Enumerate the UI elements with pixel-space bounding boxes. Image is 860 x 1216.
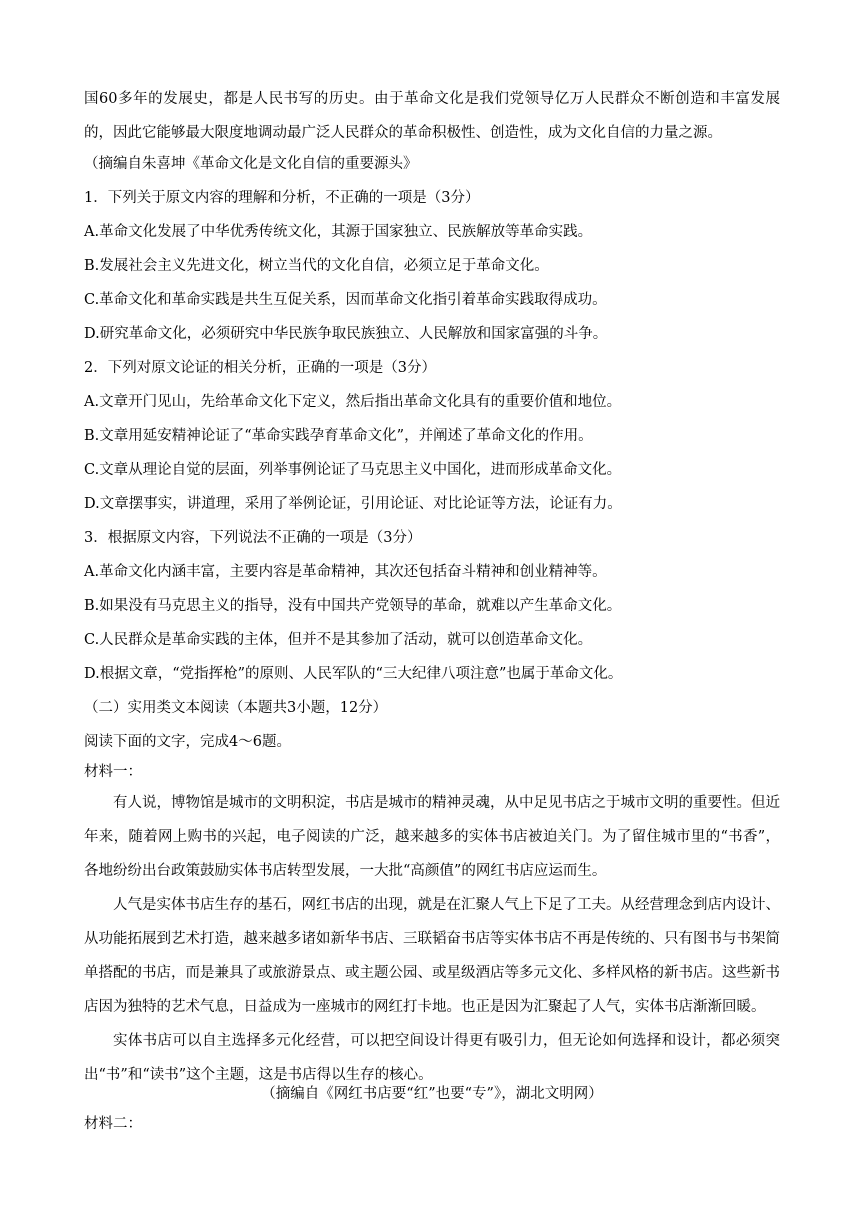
material-1-paragraph-1: 有人说，博物馆是城市的文明积淀，书店是城市的精神灵魂，从中足见书店之于城市文明的重要性。但近年来，随着网上购书的兴起，电子阅读的广泛，越来越多的实体书店被迫关门。为了留住城市里的“书香”，各地纷纷出台政策鼓励实体书店转型发展，一大批“高颜值”的网红书店应运而生。: [84, 795, 780, 879]
question-1-option-d: D.研究革命文化，必须研究中华民族争取民族独立、人民解放和国家富强的斗争。: [84, 326, 608, 342]
question-3-option-d: D.根据文章，“党指挥枪”的原则、人民军队的“三大纪律八项注意”也属于革命文化。: [84, 666, 623, 682]
question-1-stem: 1．下列关于原文内容的理解和分析，不正确的一项是（3分）: [84, 190, 480, 206]
material-1-paragraph-2: 人气是实体书店生存的基石，网红书店的出现，就是在汇聚人气上下足了工夫。从经营理念到店内设计、从功能拓展到艺术打造，越来越多诸如新华书店、三联韬奋书店等实体书店不再是传统的、只有图书与书架简单搭配的书店，而是兼具了或旅游景点、或主题公园、或星级酒店等多元文化、多样风格的新书店。这些新书店因为独特的艺术气息，日益成为一座城市的网红打卡地。也正是因为汇聚起了人气，实体书店渐渐回暖。: [84, 897, 780, 1015]
question-2-option-d: D.文章摆事实，讲道理，采用了举例论证，引用论证、对比论证等方法，论证有力。: [84, 496, 622, 512]
question-1-option-c: C.革命文化和革命实践是共生互促关系，因而革命文化指引着革命实践取得成功。: [84, 292, 607, 308]
reading-instruction: 阅读下面的文字，完成4～6题。: [84, 734, 291, 750]
section-2-heading: （二）实用类文本阅读（本题共3小题，12分）: [84, 700, 388, 716]
source-citation-1: （摘编自朱喜坤《革命文化是文化自信的重要源头》: [84, 156, 418, 172]
question-2-option-c: C.文章从理论自觉的层面，列举事例论证了马克思主义中国化，进而形成革命文化。: [84, 462, 622, 478]
intro-paragraph: 国60多年的发展史，都是人民书写的历史。由于革命文化是我们党领导亿万人民群众不断创造和丰富发展的，因此它能够最大限度地调动最广泛人民群众的革命积极性、创造性，成为文化自信的力量之源。: [84, 91, 780, 141]
material-2-label: 材料二：: [84, 1116, 142, 1132]
question-3-stem: 3．根据原文内容，下列说法不正确的一项是（3分）: [84, 530, 422, 546]
question-2-option-b: B.文章用延安精神论证了“革命实践孕育革命文化”，并阐述了革命文化的作用。: [84, 428, 593, 444]
question-2-option-a: A.文章开门见山，先给革命文化下定义，然后指出革命文化具有的重要价值和地位。: [84, 394, 622, 410]
question-3-option-b: B.如果没有马克思主义的指导，没有中国共产党领导的革命，就难以产生革命文化。: [84, 598, 622, 614]
material-1-label: 材料一：: [84, 764, 142, 780]
question-3-option-a: A.革命文化内涵丰富，主要内容是革命精神，其次还包括奋斗精神和创业精神等。: [84, 564, 607, 580]
question-1-option-b: B.发展社会主义先进文化，树立当代的文化自信，必须立足于革命文化。: [84, 258, 549, 274]
question-2-stem: 2．下列对原文论证的相关分析，正确的一项是（3分）: [84, 360, 436, 376]
question-3-option-c: C.人民群众是革命实践的主体，但并不是其参加了活动，就可以创造革命文化。: [84, 632, 593, 648]
question-1-option-a: A.革命文化发展了中华优秀传统文化，其源于国家独立、民族解放等革命实践。: [84, 224, 593, 240]
source-citation-2: （摘编自《网红书店要“红”也要“专”》，湖北文明网）: [261, 1086, 603, 1102]
material-1-paragraph-3: 实体书店可以自主选择多元化经营，可以把空间设计得更有吸引力，但无论如何选择和设计，都必须突出“书”和“读书”这个主题，这是书店得以生存的核心。: [84, 1033, 780, 1083]
